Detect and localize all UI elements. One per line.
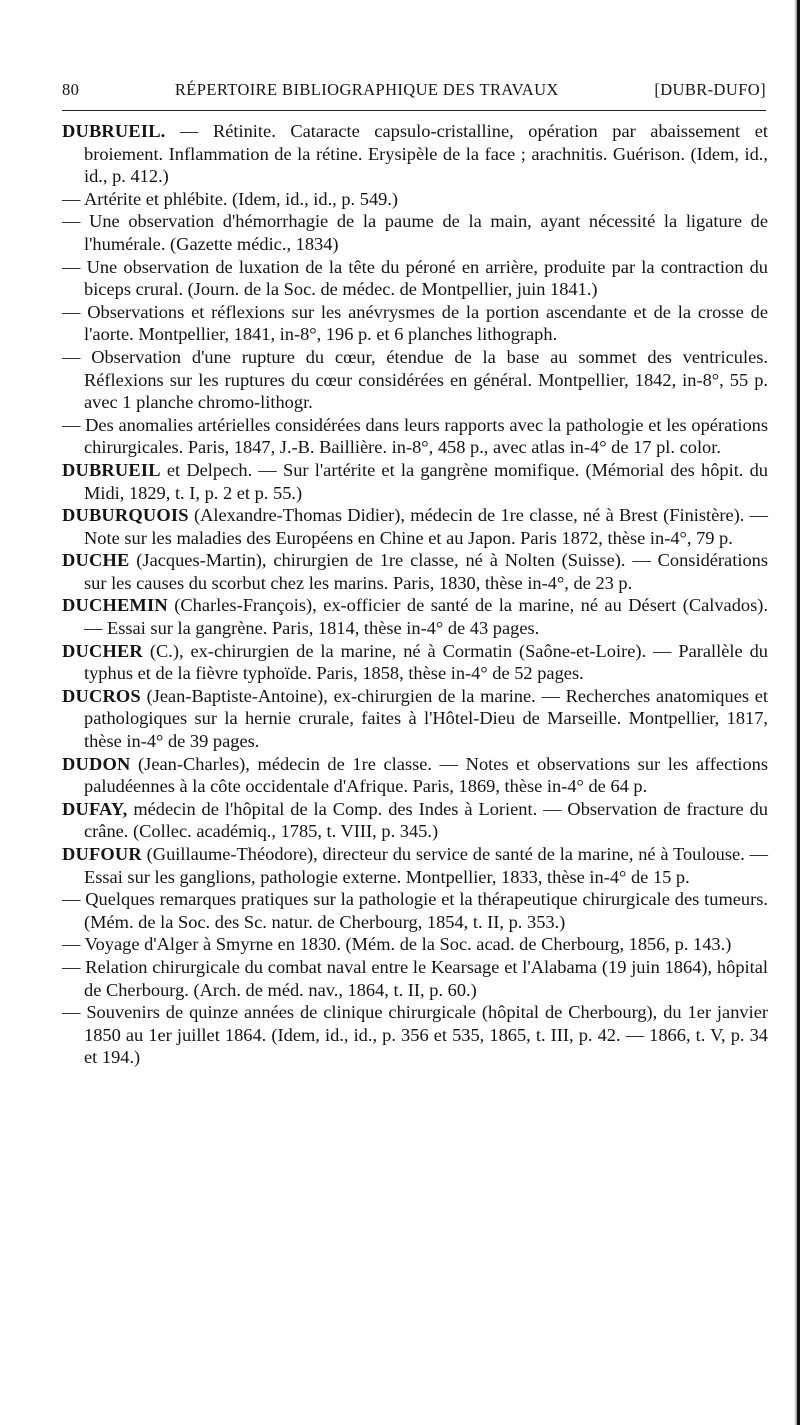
- entry: [62, 549, 768, 594]
- entry-range: [DUBR-DUFO]: [654, 80, 766, 99]
- entry-text: — Observations et réflexions sur les anévrysmes de la portion ascendante et de la crosse de l'aorte. Montpellier, 1841, in-8°, 196 p. et 6 planches lithograph.: [62, 301, 768, 345]
- entry: [62, 685, 768, 753]
- entry: [62, 640, 768, 685]
- entry-text: — Quelques remarques pratiques sur la pathologie et la thérapeutique chirurgicale des tumeurs. (Mém. de la Soc. des Sc. natur. de Cherbourg, 1854, t. II, p. 353.): [62, 889, 768, 932]
- entry-text: et Delpech. — Sur l'artérite et la gangrène momifique. (Mémorial des hôpit. du Midi, 1829, t. I, p. 2 et p. 55.): [84, 459, 768, 503]
- header-rule: [62, 110, 766, 111]
- author-name: DUCHE: [62, 550, 130, 571]
- entry-text: (Guillaume-Théodore), directeur du service de santé de la marine, né à Toulouse. — Essai sur les ganglions, pathologie externe. Montpellier, 1833, thèse in-4° de 15 p.: [84, 844, 768, 887]
- author-name: DUBURQUOIS: [62, 505, 189, 526]
- author-name: DUFOUR: [62, 844, 142, 864]
- bibliography-entries: [62, 120, 768, 1069]
- entry-text: — Des anomalies artérielles considérées dans leurs rapports avec la pathologie et les opérations chirurgicales. Paris, 1847, J.-B. Baillière. in-8°, 458 p., avec atlas in-4° de 17 pl. color.: [62, 414, 768, 458]
- entry: [62, 301, 768, 346]
- entry: [62, 504, 768, 549]
- entry-text: — Rétinite. Cataracte capsulo-cristalline, opération par abaissement et broiement. Inflammation de la rétine. Erysipèle de la face ; arachnitis. Guérison. (Idem, id., id., p. 412.): [84, 121, 768, 187]
- entry-text: — Observation d'une rupture du cœur, étendue de la base au sommet des ventricules. Réflexions sur les ruptures du cœur considérées en général. Montpellier, 1842, in-8°, 55 p. avec 1 planche chromo-lithogr.: [62, 346, 768, 413]
- author-name: DUDON: [62, 753, 131, 774]
- author-name: DUCHER: [62, 640, 143, 661]
- author-name: DUBRUEIL.: [62, 121, 166, 141]
- entry: [62, 256, 768, 301]
- page-number: 80: [62, 80, 80, 99]
- entry-text: — Souvenirs de quinze années de clinique chirurgicale (hôpital de Cherbourg), du 1er janvier 1850 au 1er juillet 1864. (Idem, id., id., p. 356 et 535, 1865, t. III, p. 42. — 1866, t. V, p. 34 et 194.): [62, 1002, 768, 1068]
- entry: [62, 210, 768, 255]
- author-name: DUCHEMIN: [62, 595, 168, 616]
- entry: [62, 594, 768, 639]
- entry-text: — Voyage d'Alger à Smyrne en 1830. (Mém. de la Soc. acad. de Cherbourg, 1856, p. 143.): [62, 934, 732, 955]
- entry: [62, 956, 768, 1001]
- entry-text: — Une observation d'hémorrhagie de la paume de la main, ayant nécessité la ligature de l'humérale. (Gazette médic., 1834): [62, 211, 768, 254]
- entry-text: (Alexandre-Thomas Didier), médecin de 1re classe, né à Brest (Finistère). — Note sur les maladies des Européens en Chine et au Japon. Paris 1872, thèse in-4°, 79 p.: [84, 505, 768, 548]
- entry-text: (Charles-François), ex-officier de santé de la marine, né au Désert (Calvados). — Essai sur la gangrène. Paris, 1814, thèse in-4° de 43 pages.: [84, 595, 768, 639]
- entry: [62, 933, 768, 956]
- entry: [62, 120, 768, 188]
- entry: [62, 753, 768, 798]
- author-name: DUCROS: [62, 685, 141, 706]
- author-name: DUBRUEIL: [62, 459, 161, 480]
- entry: [62, 459, 768, 504]
- entry: [62, 888, 768, 933]
- entry: [62, 1001, 768, 1069]
- entry: [62, 346, 768, 414]
- entry-text: (Jacques-Martin), chirurgien de 1re classe, né à Nolten (Suisse). — Considérations sur les causes du scorbut chez les marins. Paris, 1830, thèse in-4°, de 23 p.: [84, 550, 768, 593]
- entry: [62, 188, 768, 211]
- author-name: DUFAY,: [62, 798, 128, 819]
- entry: [62, 414, 768, 459]
- entry-text: — Artérite et phlébite. (Idem, id., id., p. 549.): [62, 188, 399, 209]
- entry: [62, 843, 768, 888]
- entry-text: — Une observation de luxation de la tête du péroné en arrière, produite par la contraction du biceps crural. (Journ. de la Soc. de médec. de Montpellier, juin 1841.): [62, 256, 768, 300]
- entry: [62, 798, 768, 843]
- running-title: RÉPERTOIRE BIBLIOGRAPHIQUE DES TRAVAUX: [174, 80, 559, 99]
- entry-text: (C.), ex-chirurgien de la marine, né à Cormatin (Saône-et-Loire). — Parallèle du typhus et de la fièvre typhoïde. Paris, 1858, thèse in-4° de 52 pages.: [84, 640, 768, 684]
- entry-text: (Jean-Baptiste-Antoine), ex-chirurgien de la marine. — Recherches anatomiques et pathologiques sur la hernie crurale, faites à l'Hôtel-Dieu de Marseille. Montpellier, 1817, thèse in-4° de 39 pages.: [84, 685, 768, 752]
- entry-text: — Relation chirurgicale du combat naval entre le Kearsage et l'Alabama (19 juin 1864), hôpital de Cherbourg. (Arch. de méd. nav., 1864, t. II, p. 60.): [62, 956, 768, 1000]
- entry-text: (Jean-Charles), médecin de 1re classe. — Notes et observations sur les affections paludéennes à la côte occidentale d'Afrique. Paris, 1869, thèse in-4° de 64 p.: [84, 753, 768, 797]
- page-header: [62, 80, 766, 112]
- entry-text: médecin de l'hôpital de la Comp. des Indes à Lorient. — Observation de fracture du crâne. (Collec. académiq., 1785, t. VIII, p. 345.): [84, 798, 768, 842]
